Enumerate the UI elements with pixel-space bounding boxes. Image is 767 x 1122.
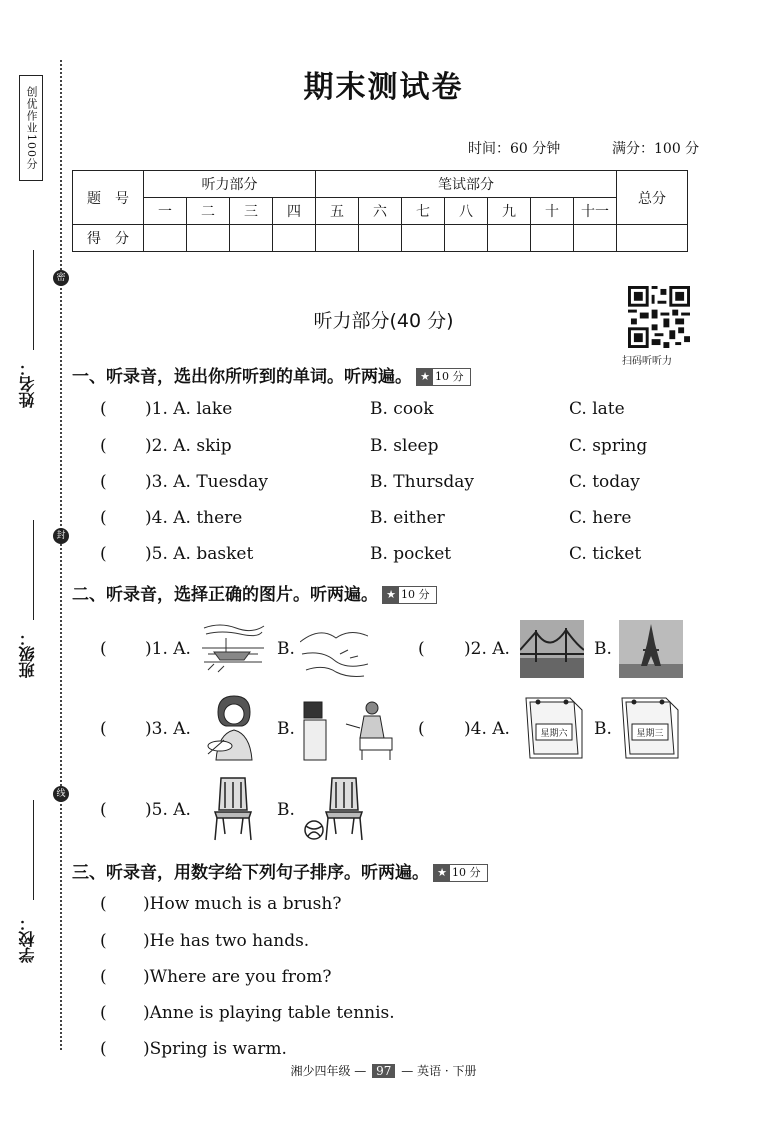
score-cell[interactable] [230, 225, 273, 252]
th-question-no: 题 号 [73, 171, 144, 225]
chair-image[interactable] [205, 774, 261, 842]
score-table [72, 170, 688, 252]
score-cell[interactable] [187, 225, 230, 252]
s2-q3-b: B. [277, 719, 295, 739]
s2-q5-label: )5. A. [145, 800, 191, 820]
calendar-a-text: 星期六 [540, 729, 568, 739]
s2-q2-label: )2. A. [464, 639, 510, 659]
class-line [33, 520, 34, 620]
s1-q4-paren[interactable]: ( [100, 508, 107, 528]
col-4: 四 [273, 198, 316, 225]
name-line [33, 250, 34, 350]
s1-q1-option-b: B. cook [370, 399, 434, 419]
section-1-title: 一、听录音，选出你所听到的单词。听两遍。 ★ 10 分 [72, 362, 471, 387]
s2-q3-label: )3. A. [145, 719, 191, 739]
binding-line [60, 60, 62, 1050]
s2-q5-b: B. [277, 800, 295, 820]
seal-xian: 线 [53, 786, 69, 802]
s1-q3-option-b: B. Thursday [370, 472, 475, 492]
s1-q3-paren[interactable]: ( [100, 472, 107, 492]
col-9: 九 [488, 198, 531, 225]
s3-sentence-2: )He has two hands. [143, 931, 310, 951]
score-cell[interactable] [273, 225, 316, 252]
qr-code-icon[interactable] [628, 286, 690, 348]
col-1: 一 [144, 198, 187, 225]
s2-q1-label: )1. A. [145, 639, 191, 659]
s3-sentence-4: )Anne is playing table tennis. [143, 1003, 395, 1023]
section-2-title: 二、听录音，选择正确的图片。听两遍。 ★ 10 分 [72, 580, 437, 605]
s3-q1-paren[interactable]: ( [100, 894, 107, 914]
s1-q4-option-b: B. either [370, 508, 445, 528]
th-total: 总分 [617, 171, 688, 225]
name-field-label: 姓名： [18, 360, 37, 408]
col-2: 二 [187, 198, 230, 225]
s1-q2-option-b: B. sleep [370, 436, 439, 456]
s2-q1-b: B. [277, 639, 295, 659]
score-badge: ★ 10 分 [382, 586, 437, 604]
score-cell[interactable] [574, 225, 617, 252]
footer-left: 湘少四年级 — [290, 1064, 367, 1078]
s1-q2-option-c: C. spring [569, 436, 648, 456]
time-info: 时间：60 分钟 [468, 141, 561, 157]
s1-q3-option-c: C. today [569, 472, 640, 492]
s1-q1-paren[interactable]: ( [100, 399, 107, 419]
chair-with-ball-image[interactable] [300, 774, 372, 842]
s3-q5-paren[interactable]: ( [100, 1039, 107, 1059]
score-cell[interactable] [488, 225, 531, 252]
s1-q5-option-b: B. pocket [370, 544, 452, 564]
col-8: 八 [445, 198, 488, 225]
s3-sentence-1: )How much is a brush? [143, 894, 342, 914]
s1-q5-paren[interactable]: ( [100, 544, 107, 564]
col-7: 七 [402, 198, 445, 225]
seal-mi: 密 [53, 270, 69, 286]
s1-q2-paren[interactable]: ( [100, 436, 107, 456]
s2-q2-b: B. [594, 639, 612, 659]
page-number: 97 [372, 1064, 395, 1078]
col-5: 五 [316, 198, 359, 225]
score-badge: ★ 10 分 [416, 368, 471, 386]
school-line [33, 800, 34, 900]
s2-q4-paren[interactable]: ( [418, 719, 425, 739]
s3-q3-paren[interactable]: ( [100, 967, 107, 987]
footer-right: — 英语 · 下册 [401, 1064, 477, 1078]
qr-caption: 扫码听听力 [622, 356, 672, 367]
page-title: 期末测试卷 [303, 70, 464, 105]
class-field-label: 班级： [18, 630, 37, 678]
col-11: 十一 [574, 198, 617, 225]
s1-q5-option-a: )5. A. basket [145, 544, 254, 564]
s1-q1-option-c: C. late [569, 399, 625, 419]
score-cell[interactable] [402, 225, 445, 252]
brand-label: 创优作业100分 [19, 75, 43, 181]
s2-q2-paren[interactable]: ( [418, 639, 425, 659]
col-6: 六 [359, 198, 402, 225]
school-field-label: 学校： [18, 915, 37, 963]
s1-q5-option-c: C. ticket [569, 544, 642, 564]
total-score-cell[interactable] [617, 225, 688, 252]
s1-q4-option-c: C. here [569, 508, 632, 528]
score-cell[interactable] [144, 225, 187, 252]
mountain-river-image[interactable] [300, 620, 368, 680]
seal-feng: 封 [53, 528, 69, 544]
calendar-wednesday-image[interactable] [618, 694, 682, 762]
calendar-b-text: 星期三 [636, 729, 664, 739]
score-cell[interactable] [445, 225, 488, 252]
s2-q1-paren[interactable]: ( [100, 639, 107, 659]
s2-q5-paren[interactable]: ( [100, 800, 107, 820]
s1-q4-option-a: )4. A. there [145, 508, 243, 528]
col-3: 三 [230, 198, 273, 225]
s2-q4-b: B. [594, 719, 612, 739]
eiffel-tower-photo[interactable] [619, 620, 683, 678]
s3-sentence-5: )Spring is warm. [143, 1039, 287, 1059]
th-writing: 笔试部分 [316, 171, 617, 198]
score-cell[interactable] [359, 225, 402, 252]
woman-eating-image[interactable] [202, 694, 264, 764]
score-badge: ★ 10 分 [433, 864, 488, 882]
s1-q2-option-a: )2. A. skip [145, 436, 232, 456]
s3-q4-paren[interactable]: ( [100, 1003, 107, 1023]
section-3-title: 三、听录音，用数字给下列句子排序。听两遍。 ★ 10 分 [72, 858, 488, 883]
row-score-label: 得 分 [73, 225, 144, 252]
full-score-info: 满分：100 分 [612, 141, 700, 157]
calendar-saturday-image[interactable] [522, 694, 586, 762]
lake-boat-image[interactable] [200, 618, 266, 680]
s3-q2-paren[interactable]: ( [100, 931, 107, 951]
th-listening: 听力部分 [144, 171, 316, 198]
score-cell[interactable] [531, 225, 574, 252]
s3-sentence-3: )Where are you from? [143, 967, 332, 987]
s2-q3-paren[interactable]: ( [100, 719, 107, 739]
s1-q3-option-a: )3. A. Tuesday [145, 472, 269, 492]
s2-q4-label: )4. A. [464, 719, 510, 739]
score-cell[interactable] [316, 225, 359, 252]
watching-tv-image[interactable] [302, 694, 398, 764]
s1-q1-option-a: )1. A. lake [145, 399, 233, 419]
bridge-photo[interactable] [520, 620, 584, 678]
page-footer [0, 1062, 767, 1079]
col-10: 十 [531, 198, 574, 225]
listening-header: 听力部分(40 分) [313, 310, 454, 332]
